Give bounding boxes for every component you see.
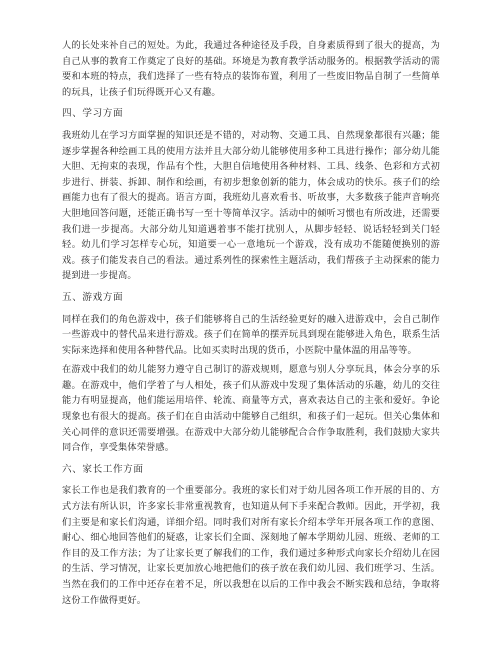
section-heading-parents: 六、家长工作方面 — [62, 463, 144, 475]
paragraph-games-rules: 在游戏中我们的幼儿能努力遵守自己制订的游戏规则，愿意与别人分享玩具，体会分享的乐趣。在游戏中，他们学着了与人相处，孩子们从游戏中发现了集体活动的乐趣，幼儿的交往能力有明显提高，他们能运用培伴、轮流、商量等方式，喜欢表达自己的主张和爱好。争论现象也有很大的提高。孩子们在自由活动中能够自己组织，和孩子们一起玩。但关心集体和关心同伴的意识还需要增强。在游戏中大部分幼儿能够配合合作争取胜利，我们鼓励大家共同合作，享受集体荣誉感。 — [62, 364, 440, 454]
paragraph-parents: 家长工作也是我们教育的一个重要部分。我班的家长们对于幼儿园各项工作开展的目的、方式方法有所认识，许多家长非常重视教育，也知道从何下手来配合教师。因此，开学初，我们主要是和家长们沟通，详细介绍。同时我们对所有家长介绍本学年开展各项工作的意图、耐心、细心地回答他们的疑惑，让家长们全面、深刻地了解本学期幼儿园、班级、老师的工作目的及工作方法；为了让家长更了解我们的工作，我们通过多种形式向家长介绍幼儿在园的生活、学习情况，让家长更加放心地把他们的孩子放在我们幼儿园、我们班学习、生活。当然在我们的工作中还存在着不足，所以我想在以后的工作中我会不断实践和总结，争取将这份工作做得更好。 — [62, 485, 440, 606]
paragraph-environment: 人的长处来补自己的短处。为此，我通过各种途径及手段，自身素质得到了很大的提高，为自己从事的教育工作奠定了良好的基础。环境是为教育教学活动服务的。根据教学活动的需要和本班的特点，我们选择了一些有特点的装饰布置，利用了一些废旧物品自制了一些简单的玩具，让孩子们玩得既开心又有趣。 — [62, 40, 440, 98]
paragraph-games-role-play: 同样在我们的角色游戏中，孩子们能够将自己的生活经验更好的融入进游戏中，会自己制作一些游戏中的替代品来进行游戏。孩子们在简单的摆弄玩具到现在能够进入角色，联系生活实际来选择和使用各种替代品。比如买卖时出现的货币，小医院中量体温的用品等等。 — [62, 313, 440, 356]
section-heading-games: 五、游戏方面 — [62, 291, 124, 303]
section-heading-learning: 四、学习方面 — [62, 108, 124, 120]
paragraph-learning: 我班幼儿在学习方面掌握的知识还是不错的，对动物、交通工具、自然现象都很有兴趣；能逐步掌握各种绘画工具的使用方法并且大部分幼儿能够使用多种工具进行操作；部分幼儿能大胆、无拘束的表现，作品有个性，大胆自信地使用各种材料、工具、线条、色彩和方式初步进行、拼装、拆卸、制作和绘画，有初步想象创新的能力，体会成功的快乐。孩子们的绘画能力也有了很大的提高。语言方面，我班幼儿喜欢看书、听故事，大多数孩子能声音响亮大胆地回答问题，还能正确书写一至十等简单汉字。活动中的倾听习惯也有所改进，还需要我们进一步提高。大部分幼儿知道遇着事不能打扰别人，从脚步轻轻、说话轻轻到关门轻轻。幼儿们学习怎样专心玩，知道要一心一意地玩一个游戏，没有成功不能随便换别的游戏。孩子们能发表自己的看法。通过系列性的探索性主题活动，我们帮孩子主动探索的能力提到进一步提高。 — [62, 129, 440, 282]
